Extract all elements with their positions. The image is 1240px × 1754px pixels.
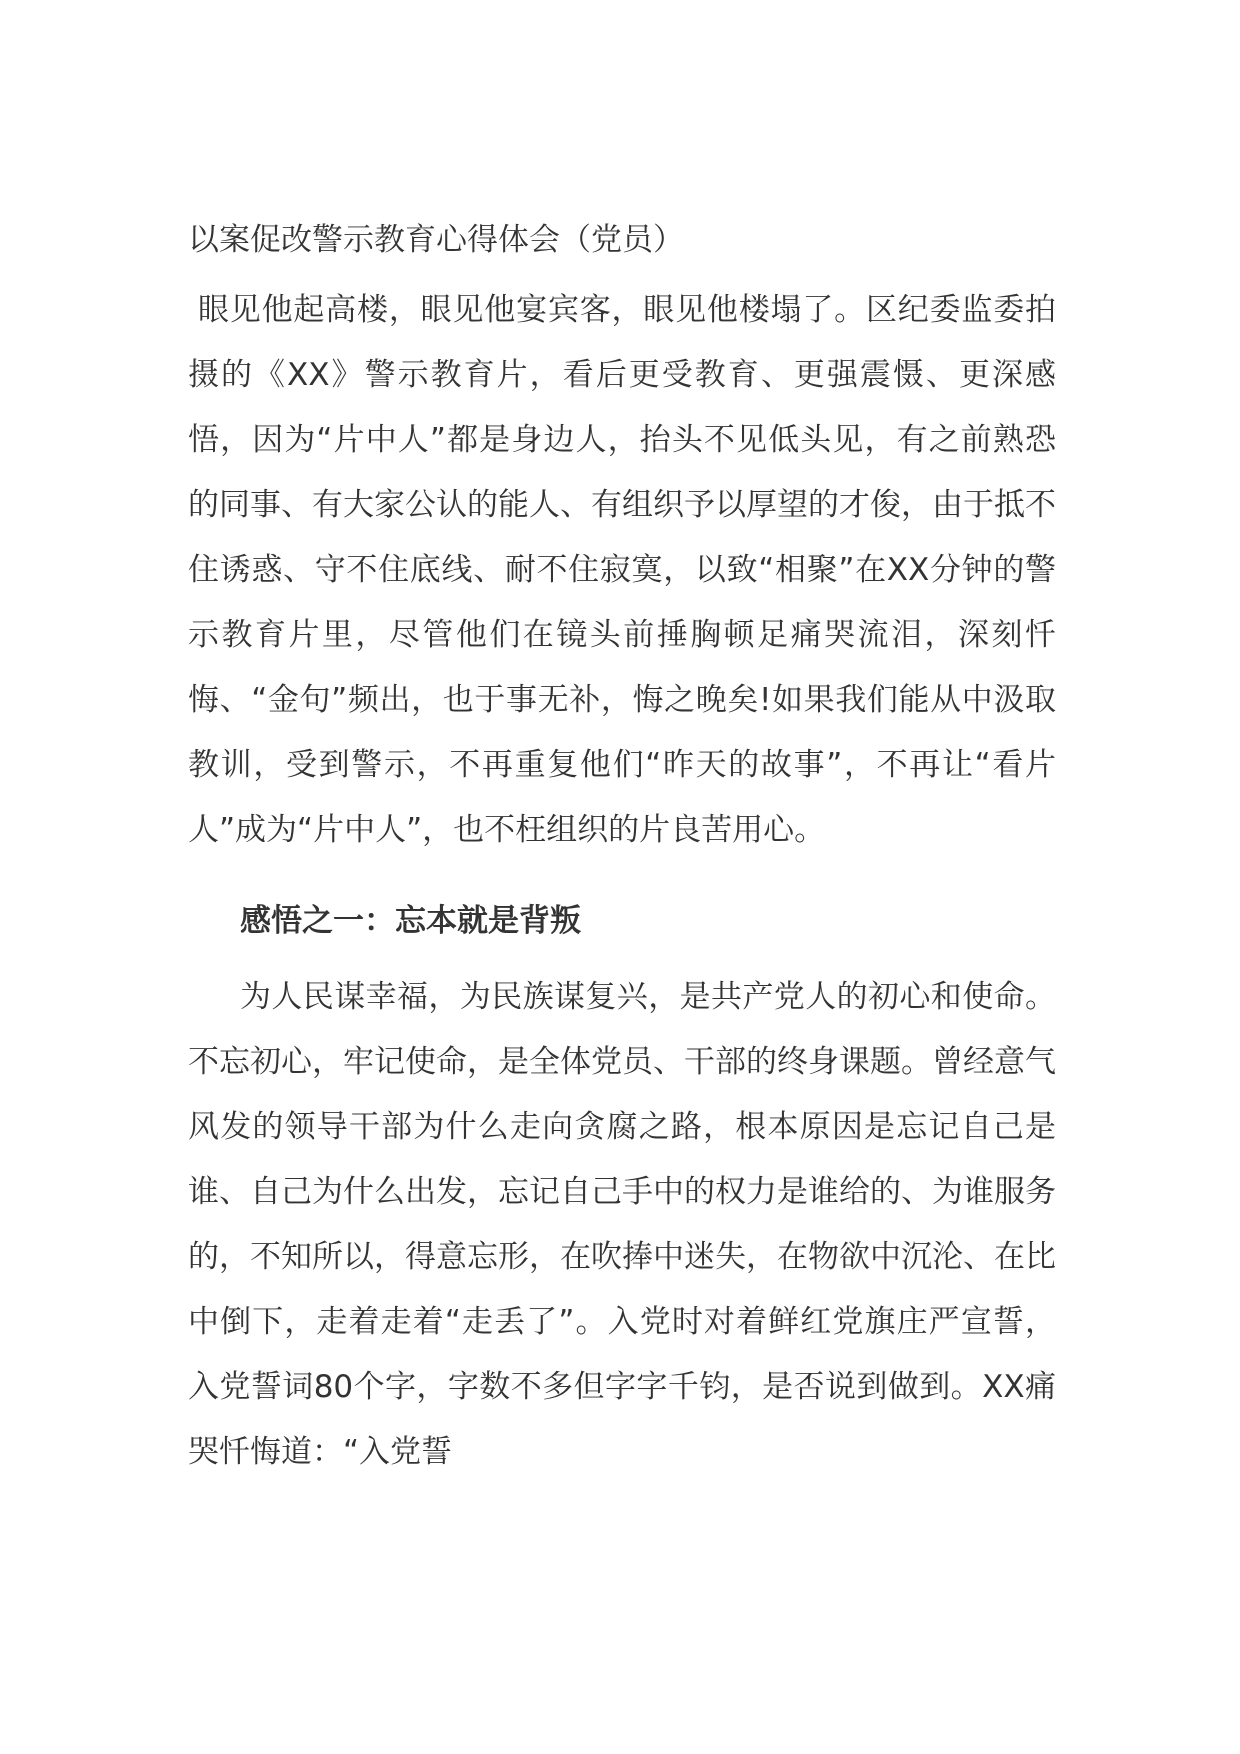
section-heading: 感悟之一：忘本就是背叛 bbox=[240, 903, 581, 939]
intro-paragraph: 眼见他起高楼，眼见他宴宾客，眼见他楼塌了。区纪委监委拍摄的《XX》警示教育片，看后更受教育、更强震慑、更深感悟，因为“片中人”都是身边人，抬头不见低头见，有之前熟恐的同事、有大家公认的能人、有组织予以厚望的才俊，由于抵不住诱惑、守不住底线、耐不住寂寞，以致“相聚”在XX分钟的警示教育片里，尽管他们在镜头前捶胸顿足痛哭流泪，深刻忏悔、“金句”频出，也于事无补，悔之晚矣!如果我们能从中汲取教训，受到警示，不再重复他们“昨天的故事”，不再让“看片人”成为“片中人”，也不枉组织的片良苦用心。 bbox=[188, 292, 1056, 848]
document-title: 以案促改警示教育心得体会（党员） bbox=[188, 222, 684, 258]
document-body bbox=[188, 212, 1056, 1485]
section-paragraph: 为人民谋幸福，为民族谋复兴，是共产党人的初心和使命。不忘初心，牢记使命，是全体党员、干部的终身课题。曾经意气风发的领导干部为什么走向贪腐之路，根本原因是忘记自己是谁、自己为什么出发，忘记自己手中的权力是谁给的、为谁服务的，不知所以，得意忘形，在吹捧中迷失，在物欲中沉沦、在比中倒下，走着走着“走丢了”。入党时对着鲜红党旗庄严宣誓，入党誓词80个字，字数不多但字字千钧，是否说到做到。XX痛哭忏悔道：“入党誓 bbox=[188, 979, 1056, 1470]
